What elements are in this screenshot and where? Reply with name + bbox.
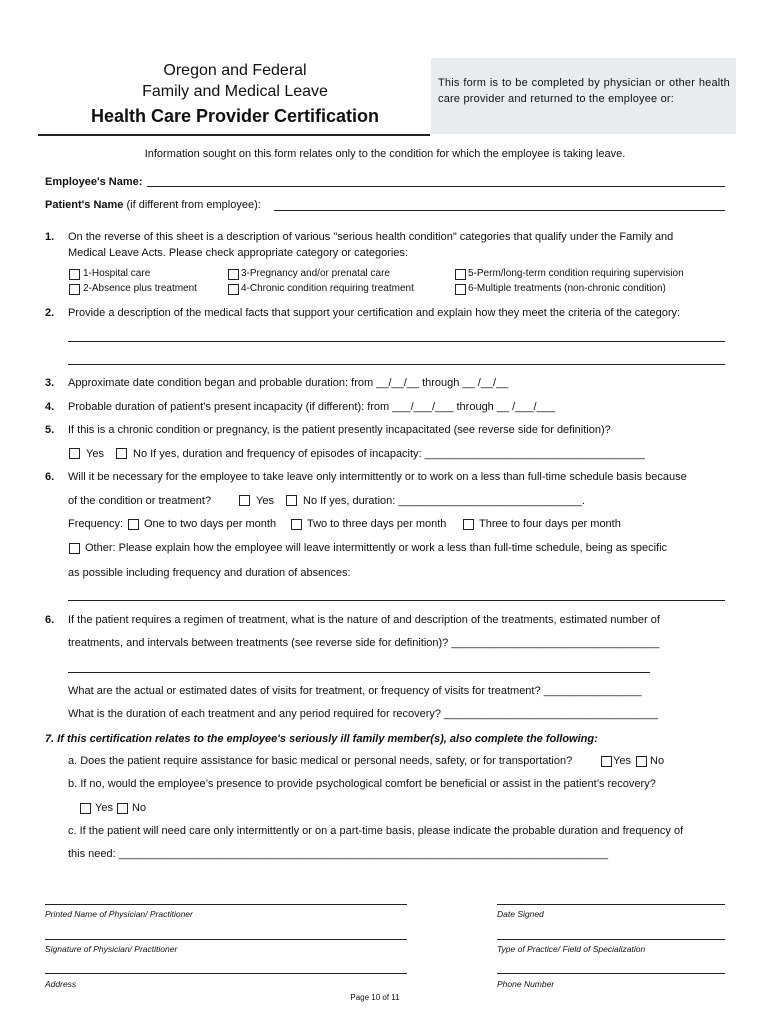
q6-text: Will it be necessary for the employee to take leave only intermittently or to work on a less than full-time schedule basis because xyxy=(68,471,687,483)
q6b-text: If the patient requires a regimen of treatment, what is the nature of and description of the treatments, estimated number of xyxy=(68,614,660,626)
q6b-answer-line[interactable] xyxy=(68,672,650,673)
q3-text: Approximate date condition began and probable duration: from __/__/__ through __ /__/__ xyxy=(68,377,509,389)
q7a-no-label: No xyxy=(650,755,665,767)
freq-1-checkbox[interactable] xyxy=(128,519,139,530)
q2-number: 2. xyxy=(45,307,55,319)
q6-yes-label: Yes xyxy=(256,495,274,507)
freq-1-label: One to two days per month xyxy=(144,518,277,530)
q5-number: 5. xyxy=(45,424,55,436)
q7c-text: c. If the patient will need care only intermittently or on a part-time basis, please indicate the probable duration and frequency of xyxy=(68,825,684,837)
q3-number: 3. xyxy=(45,377,55,389)
q6b-text-b: treatments, and intervals between treatments (see reverse side for definition)? __________________________________ xyxy=(68,637,660,649)
instruction-box xyxy=(431,58,736,134)
q2-answer-line-2[interactable] xyxy=(68,364,725,365)
q7a-text: a. Does the patient require assistance for basic medical or personal needs, safety, or for transportation? xyxy=(68,755,573,767)
q6b-number: 6. xyxy=(45,614,55,626)
q7-heading: 7. If this certification relates to the employee's seriously ill family member(s), also complete the following: xyxy=(45,733,598,745)
category-2-label: 2-Absence plus treatment xyxy=(83,283,197,294)
title-line-1: Oregon and Federal xyxy=(163,62,307,79)
patient-name-suffix: (if different from employee): xyxy=(126,199,261,211)
q6-yes-checkbox[interactable] xyxy=(239,495,250,506)
address-line[interactable] xyxy=(45,973,407,974)
address-label: Address xyxy=(45,979,77,989)
page-number: Page 10 of 11 xyxy=(350,993,400,1002)
q5-no-checkbox[interactable] xyxy=(116,448,127,459)
category-5-checkbox[interactable] xyxy=(455,269,466,280)
q7a-no-checkbox[interactable] xyxy=(636,756,647,767)
phone-line[interactable] xyxy=(497,973,725,974)
category-3-checkbox[interactable] xyxy=(228,269,239,280)
category-2-checkbox[interactable] xyxy=(69,284,80,295)
type-practice-label: Type of Practice/ Field of Specialization xyxy=(497,944,646,954)
q2-text: Provide a description of the medical facts that support your certification and explain how they meet the criteria of the category: xyxy=(68,307,681,319)
duration-text: What is the duration of each treatment and any period required for recovery? ___________________________________ xyxy=(68,708,659,720)
q5-text: If this is a chronic condition or pregnancy, is the patient presently incapacitated (see reverse side for definition)? xyxy=(68,424,611,436)
q7b-yes-checkbox[interactable] xyxy=(80,803,91,814)
q2-answer-line-1[interactable] xyxy=(68,341,725,342)
freq-3-checkbox[interactable] xyxy=(463,519,474,530)
category-4-checkbox[interactable] xyxy=(228,284,239,295)
category-1-checkbox[interactable] xyxy=(69,269,80,280)
patient-name-label-wrap xyxy=(45,199,261,211)
patient-name-field[interactable] xyxy=(274,210,725,211)
signature-label: Signature of Physician/ Practitioner xyxy=(45,944,178,954)
q6-text-b: of the condition or treatment? xyxy=(68,495,212,507)
signature-line[interactable] xyxy=(45,939,407,940)
q5-yes-label: Yes xyxy=(86,448,104,460)
q6-no-label: No If yes, duration: ______________________________. xyxy=(303,495,585,507)
q7a-yes-checkbox[interactable] xyxy=(601,756,612,767)
category-3-label: 3-Pregnancy and/or prenatal care xyxy=(241,268,390,279)
category-5-label: 5-Perm/long-term condition requiring supervision xyxy=(468,268,684,279)
title-line-2: Family and Medical Leave xyxy=(142,83,328,100)
other-text-b: as possible including frequency and duration of absences: xyxy=(68,567,351,579)
freq-3-label: Three to four days per month xyxy=(479,518,621,530)
q5-yes-checkbox[interactable] xyxy=(69,448,80,459)
visits-text: What are the actual or estimated dates of visits for treatment, or frequency of visits for treatment? ________________ xyxy=(68,685,642,697)
date-signed-label: Date Signed xyxy=(497,909,544,919)
freq-2-checkbox[interactable] xyxy=(291,519,302,530)
other-text: Other: Please explain how the employee will leave intermittently or work a less than full-time schedule, being as specific xyxy=(85,542,668,554)
employee-name-label: Employee's Name: xyxy=(45,176,143,188)
other-answer-line[interactable] xyxy=(68,600,725,601)
printed-name-line[interactable] xyxy=(45,904,407,905)
q7c-text-b: this need: ________________________________________________________________________________ xyxy=(68,848,609,860)
q4-text: Probable duration of patient’s present incapacity (if different): from ___/___/___ through __ /___/___ xyxy=(68,401,555,413)
q7b-no-label: No xyxy=(132,802,147,814)
q7b-text: b. If no, would the employee’s presence to provide psychological comfort be beneficial or assist in the patient’s recovery? xyxy=(68,778,656,790)
printed-name-label: Printed Name of Physician/ Practitioner xyxy=(45,909,193,919)
other-checkbox[interactable] xyxy=(69,543,80,554)
title-rule xyxy=(38,134,430,136)
q1-number: 1. xyxy=(45,231,55,243)
freq-2-label: Two to three days per month xyxy=(307,518,447,530)
patient-name-label: Patient's Name xyxy=(45,199,124,211)
q5-no-label: No If yes, duration and frequency of episodes of incapacity: ____________________________________ xyxy=(133,448,645,460)
q4-number: 4. xyxy=(45,401,55,413)
frequency-label: Frequency: xyxy=(68,518,124,530)
q6-no-checkbox[interactable] xyxy=(286,495,297,506)
q7a-yes-label: Yes xyxy=(613,755,631,767)
intro-text: Information sought on this form relates only to the condition for which the employee is taking leave. xyxy=(144,148,626,160)
q7b-no-checkbox[interactable] xyxy=(117,803,128,814)
type-practice-line[interactable] xyxy=(497,939,725,940)
phone-label: Phone Number xyxy=(497,979,555,989)
page-title: Health Care Provider Certification xyxy=(90,106,380,126)
q6-number: 6. xyxy=(45,471,55,483)
q1-text: On the reverse of this sheet is a description of various "serious health condition" categories that qualify under the Family and xyxy=(68,231,674,243)
q7b-yes-label: Yes xyxy=(95,802,113,814)
category-1-label: 1-Hospital care xyxy=(83,268,151,279)
date-signed-line[interactable] xyxy=(497,904,725,905)
category-6-label: 6-Multiple treatments (non-chronic condition) xyxy=(468,283,666,294)
category-6-checkbox[interactable] xyxy=(455,284,466,295)
q1-text-b: Medical Leave Acts. Please check appropriate category or categories: xyxy=(68,247,408,259)
category-4-label: 4-Chronic condition requiring treatment xyxy=(241,283,414,294)
employee-name-field[interactable] xyxy=(147,186,725,187)
instruction-text: This form is to be completed by physician or other health care provider and returned to the employee or: xyxy=(438,77,730,105)
